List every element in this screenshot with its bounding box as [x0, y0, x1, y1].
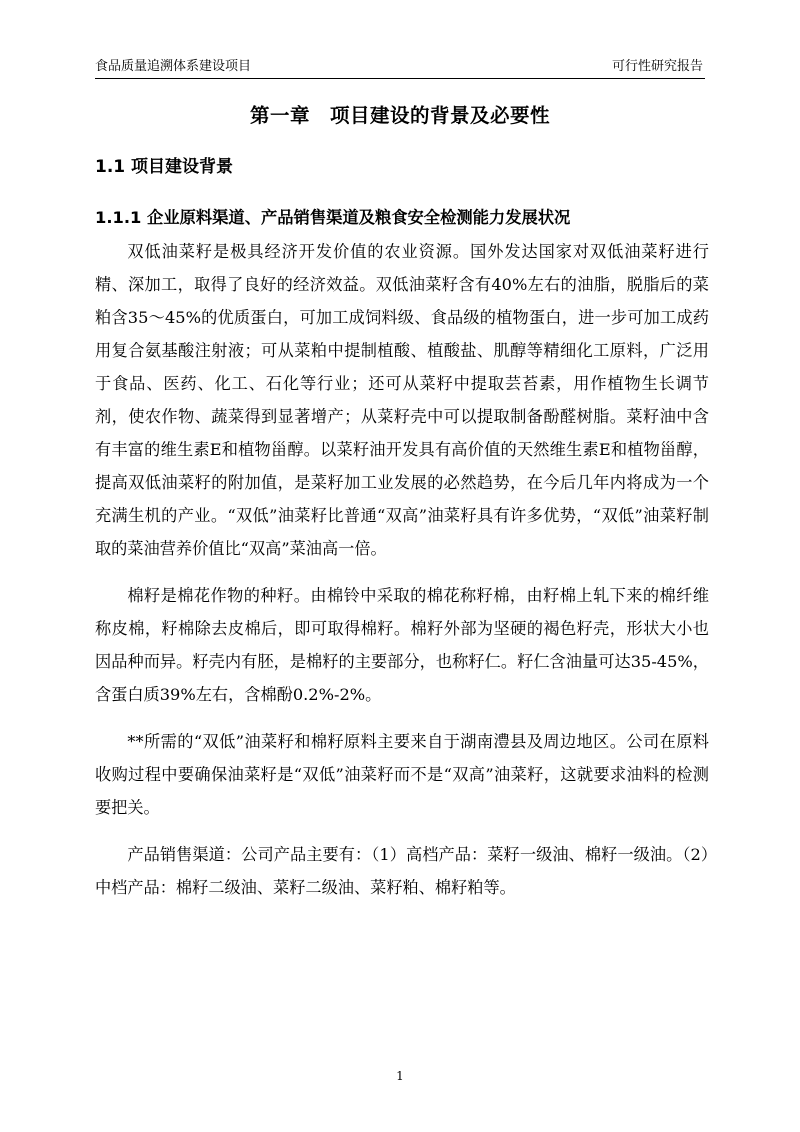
chapter-heading: 项目建设的背景及必要性 — [330, 104, 551, 127]
section-title: 1.1 项目建设背景 — [95, 157, 234, 177]
header-report-type: 可行性研究报告 — [611, 59, 703, 74]
subsection-title: 1.1.1 企业原料渠道、产品销售渠道及粮食安全检测能力发展状况 — [95, 208, 571, 227]
page-header — [95, 56, 705, 79]
paragraph-rapeseed: 双低油菜籽是极具经济开发价值的农业资源。国外发达国家对双低油菜籽进行精、深加工，取得了良好的经济效益。双低油菜籽含有40%左右的油脂，脱脂后的菜粕含35～45%的优质蛋白，可加工成饲料级、食品级的植物蛋白，进一步可加工成药用复合氨基酸注射液；可从菜粕中提制植酸、植酸盐、肌醇等精细化工原料，广泛用于食品、医药、化工、石化等行业；还可从菜籽中提取芸苔素，用作植物生长调节剂，使农作物、蔬菜得到显著增产；从菜籽壳中可以提取制备酚醛树脂。菜籽油中含有丰富的维生素E和植物甾醇。以菜籽油开发具有高价值的天然维生素E和植物甾醇，提高双低油菜籽的附加值，是菜籽加工业发展的必然趋势，在今后几年内将成为一个充满生机的产业。“双低”油菜籽比普通“双高”油菜籽具有许多优势，“双低”油菜籽制取的菜油营养价值比“双高”菜油高一倍。 — [95, 242, 709, 558]
body-text — [95, 235, 709, 918]
paragraph-cottonseed: 棉籽是棉花作物的种籽。由棉铃中采取的棉花称籽棉，由籽棉上轧下来的棉纤维称皮棉，籽棉除去皮棉后，即可取得棉籽。棉籽外部为坚硬的褐色籽壳，形状大小也因品种而异。籽壳内有胚，是棉籽的主要部分，也称籽仁。籽仁含油量可达35-45%，含蛋白质39%左右，含棉酚0.2%-2%。 — [95, 586, 709, 704]
page-number: 1 — [396, 1069, 404, 1083]
paragraph-sales-channels: 产品销售渠道：公司产品主要有：（1）高档产品：菜籽一级油、棉籽一级油。（2）中档产品：棉籽二级油、菜籽二级油、菜籽粕、棉籽粕等。 — [95, 845, 709, 897]
chapter-title — [95, 102, 705, 130]
paragraph-raw-material-source: **所需的“双低”油菜籽和棉籽原料主要来自于湖南澧县及周边地区。公司在原料收购过程中要确保油菜籽是“双低”油菜籽而不是“双高”油菜籽，这就要求油料的检测要把关。 — [95, 732, 709, 817]
header-project-title: 食品质量追溯体系建设项目 — [95, 59, 252, 74]
chapter-number: 第一章 — [249, 104, 310, 127]
